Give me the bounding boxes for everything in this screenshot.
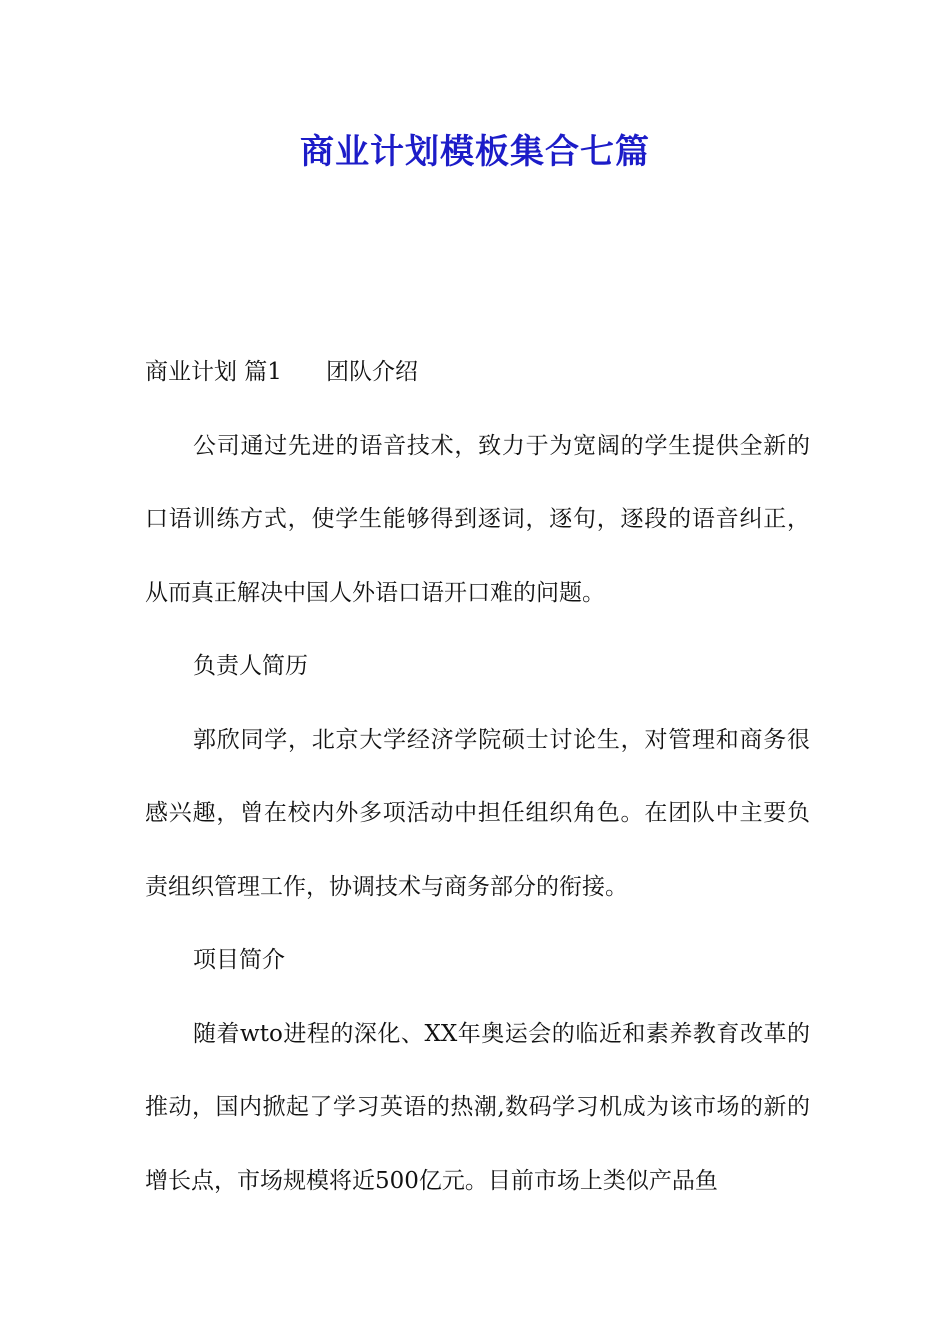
document-body — [145, 336, 810, 1218]
document-title: 商业计划模板集合七篇 — [300, 132, 650, 172]
paragraph-heading-resume: 负责人简历 — [193, 653, 308, 679]
paragraph-leader-bio: 郭欣同学，北京大学经济学院硕士讨论生，对管理和商务很感兴趣，曾在校内外多项活动中担任组织角色。在团队中主要负责组织管理工作，协调技术与商务部分的衔接。 — [145, 726, 810, 900]
section-subtitle: 团队介绍 — [325, 359, 418, 385]
section-heading — [145, 336, 810, 410]
paragraph-project-intro: 随着wto进程的深化、XX年奥运会的临近和素养教育改革的推动，国内掀起了学习英语的热潮,数码学习机成为该市场的新的增长点，市场规模将近500亿元。目前市场上类似产品鱼 — [145, 1020, 810, 1194]
section-label: 商业计划 篇1 — [145, 359, 282, 385]
paragraph-company-intro: 公司通过先进的语音技术，致力于为宽阔的学生提供全新的口语训练方式，使学生能够得到逐词，逐句，逐段的语音纠正，从而真正解决中国人外语口语开口难的问题。 — [145, 432, 810, 606]
paragraph-heading-project: 项目简介 — [193, 947, 285, 973]
